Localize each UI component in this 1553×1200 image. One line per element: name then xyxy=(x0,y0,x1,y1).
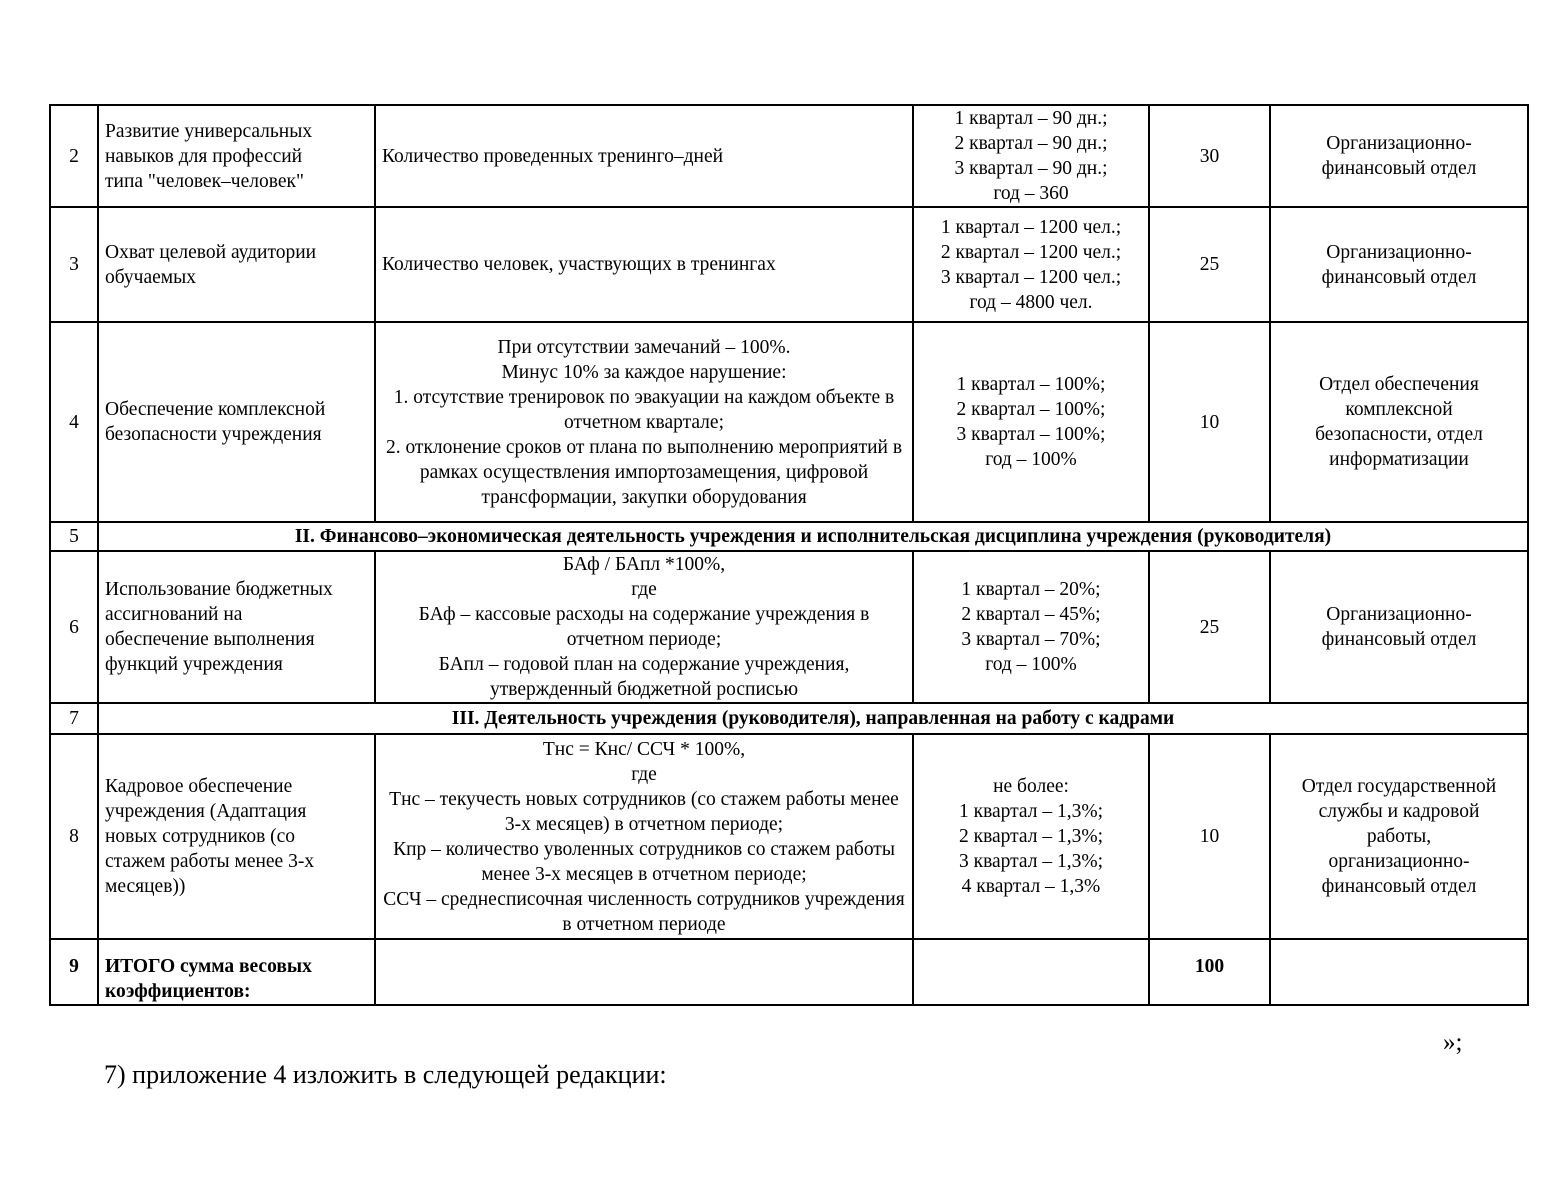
total-label: ИТОГО сумма весовых коэффициентов: xyxy=(98,939,375,1005)
row-number: 2 xyxy=(50,105,98,207)
row-number: 5 xyxy=(50,522,98,551)
target-value: 1 квартал – 100%; 2 квартал – 100%; 3 квартал – 100%; год – 100% xyxy=(913,322,1149,522)
row-number: 8 xyxy=(50,734,98,939)
weight-coefficient: 25 xyxy=(1149,207,1270,322)
weight-coefficient: 25 xyxy=(1149,551,1270,703)
indicator-name: Использование бюджетных ассигнований на обеспечение выполнения функций учреждения xyxy=(98,551,375,703)
target-value: не более: 1 квартал – 1,3%; 2 квартал – 1,3%; 3 квартал – 1,3%; 4 квартал – 1,3% xyxy=(913,734,1149,939)
table-row xyxy=(50,734,1528,939)
amendment-item xyxy=(104,1060,667,1090)
table-row xyxy=(50,207,1528,322)
responsible-department: Организационно- финансовый отдел xyxy=(1270,207,1528,322)
table-row xyxy=(50,322,1528,522)
row-number: 6 xyxy=(50,551,98,703)
weight-coefficient: 10 xyxy=(1149,734,1270,939)
weight-coefficient: 30 xyxy=(1149,105,1270,207)
kpi-table xyxy=(49,104,1529,1006)
target-value: 1 квартал – 90 дн.; 2 квартал – 90 дн.; 3 квартал – 90 дн.; год – 360 xyxy=(913,105,1149,207)
row-number: 3 xyxy=(50,207,98,322)
indicator-name: Охват целевой аудитории обучаемых xyxy=(98,207,375,322)
responsible-department xyxy=(1270,939,1528,1005)
indicator-name: Обеспечение комплексной безопасности учреждения xyxy=(98,322,375,522)
table-row xyxy=(50,105,1528,207)
weight-coefficient: 10 xyxy=(1149,322,1270,522)
amendment-text: приложение 4 изложить в следующей редакции: xyxy=(132,1060,667,1089)
calculation-method: Количество проведенных тренинго–дней xyxy=(375,105,913,207)
table-row xyxy=(50,551,1528,703)
target-value xyxy=(913,939,1149,1005)
calculation-method: Количество человек, участвующих в тренингах xyxy=(375,207,913,322)
target-value: 1 квартал – 1200 чел.; 2 квартал – 1200 чел.; 3 квартал – 1200 чел.; год – 4800 чел. xyxy=(913,207,1149,322)
closing-quote: »; xyxy=(1443,1029,1463,1056)
section-heading: II. Финансово–экономическая деятельность учреждения и исполнительская дисциплина учреждения (руководителя) xyxy=(98,522,1528,551)
responsible-department: Отдел государственной службы и кадровой работы, организационно- финансовый отдел xyxy=(1270,734,1528,939)
amendment-number: 7) xyxy=(104,1060,126,1089)
section-heading: III. Деятельность учреждения (руководителя), направленная на работу с кадрами xyxy=(98,703,1528,734)
section-row xyxy=(50,522,1528,551)
responsible-department: Организационно- финансовый отдел xyxy=(1270,105,1528,207)
responsible-department: Организационно- финансовый отдел xyxy=(1270,551,1528,703)
row-number: 7 xyxy=(50,703,98,734)
indicator-name: Кадровое обеспечение учреждения (Адаптация новых сотрудников (со стажем работы менее 3-х месяцев)) xyxy=(98,734,375,939)
calculation-method xyxy=(375,939,913,1005)
section-row xyxy=(50,703,1528,734)
total-row xyxy=(50,939,1528,1005)
total-weight: 100 xyxy=(1149,939,1270,1005)
row-number: 4 xyxy=(50,322,98,522)
calculation-method: Тнс = Кнс/ ССЧ * 100%, где Тнс – текучесть новых сотрудников (со стажем работы менее 3-х месяцев) в отчетном периоде; Кпр – количество уволенных сотрудников со стажем работы менее 3-х месяцев в отчетном периоде; ССЧ – среднесписочная численность сотрудников учреждения в отчетном периоде xyxy=(375,734,913,939)
responsible-department: Отдел обеспечения комплексной безопасности, отдел информатизации xyxy=(1270,322,1528,522)
indicator-name: Развитие универсальных навыков для профессий типа "человек–человек" xyxy=(98,105,375,207)
row-number: 9 xyxy=(50,939,98,1005)
calculation-method: При отсутствии замечаний – 100%. Минус 10% за каждое нарушение: 1. отсутствие тренировок по эвакуации на каждом объекте в отчетном квартале; 2. отклонение сроков от плана по выполнению мероприятий в рамках осуществления импортозамещения, цифровой трансформации, закупки оборудования xyxy=(375,322,913,522)
calculation-method: БАф / БАпл *100%, где БАф – кассовые расходы на содержание учреждения в отчетном периоде; БАпл – годовой план на содержание учреждения, утвержденный бюджетной росписью xyxy=(375,551,913,703)
target-value: 1 квартал – 20%; 2 квартал – 45%; 3 квартал – 70%; год – 100% xyxy=(913,551,1149,703)
